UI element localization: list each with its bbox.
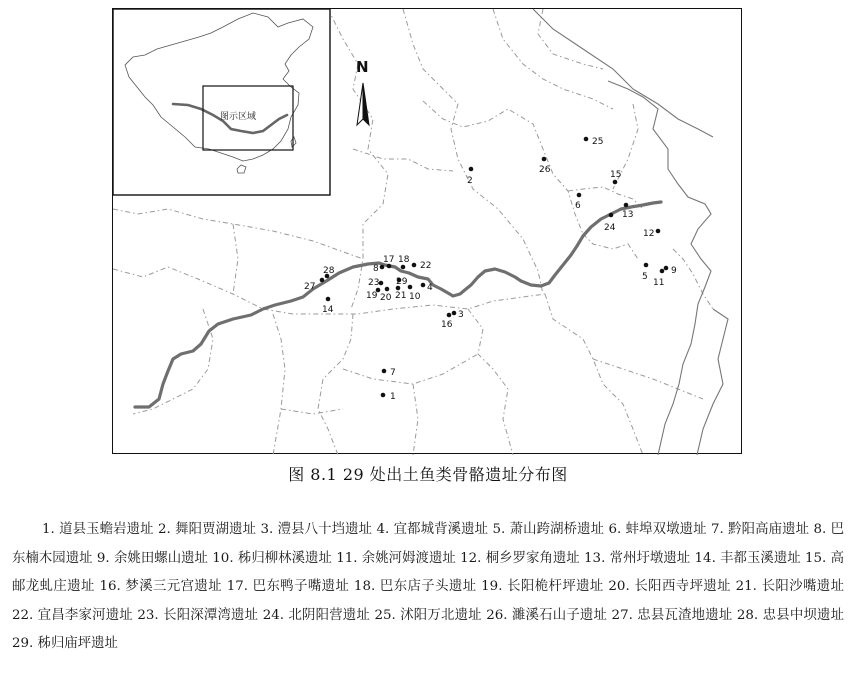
site-number-label: 9 [671, 266, 677, 276]
site-legend-list: 1. 道县玉蟾岩遗址 2. 舞阳贾湖遗址 3. 澧县八十垱遗址 4. 宜都城背溪遗址 5. 萧山跨湖桥遗址 6. 蚌埠双墩遗址 7. 黔阳高庙遗址 8. 巴东楠木园遗址 9. 余姚田螺山遗址 10. 秭归柳林溪遗址 11. 余姚河姆渡遗址 12. 桐乡罗家角遗址 13. 常州圩墩遗址 14. 丰都玉溪遗址 15. 高邮龙虬庄遗址 16. 梦溪三元宫遗址 17. 巴东鸭子嘴遗址 18. 巴东店子头遗址 19. 长阳桅杆坪遗址 20. 长阳西寺坪遗址 21. 长阳沙嘴遗址 22. 宜昌李家河遗址 23. 长阳深潭湾遗址 24. 北阴阳营遗址 25. 沭阳万北遗址 26. 濉溪石山子遗址 27. 忠县瓦渣地遗址 28. 忠县中坝遗址 29. 秭归庙坪遗址 [12, 522, 844, 651]
north-arrow-label: N [356, 58, 369, 76]
coastline [533, 9, 728, 455]
site-marker-12 [643, 229, 660, 239]
site-marker-5 [642, 263, 648, 282]
site-number-label: 14 [322, 305, 334, 315]
inset-region-label: 图示区域 [220, 112, 257, 122]
site-marker-20 [380, 287, 392, 303]
site-marker-1 [381, 392, 396, 402]
site-dot [584, 137, 589, 142]
site-dot [656, 229, 661, 234]
site-number-label: 12 [643, 229, 655, 239]
site-dot [380, 265, 385, 270]
site-number-label: 23 [368, 278, 380, 288]
site-marker-4 [421, 283, 433, 293]
site-dot [401, 265, 406, 270]
site-number-label: 16 [441, 320, 453, 330]
site-marker-18 [398, 255, 410, 269]
site-number-label: 15 [610, 170, 622, 180]
site-marker-19 [366, 288, 380, 301]
yangtze-river [135, 202, 661, 407]
site-number-label: 1 [390, 392, 396, 402]
site-number-label: 20 [380, 293, 392, 303]
site-marker-23 [368, 278, 383, 288]
site-dot [644, 263, 649, 268]
site-number-label: 7 [390, 368, 396, 378]
distribution-map [113, 9, 743, 455]
site-dot [660, 269, 665, 274]
inset-china-map [113, 9, 330, 195]
site-number-label: 28 [323, 266, 335, 276]
site-marker-8 [373, 264, 384, 274]
site-dot [382, 369, 387, 374]
site-dot [577, 193, 582, 198]
site-dot [664, 266, 669, 271]
site-number-label: 5 [642, 272, 648, 282]
site-number-label: 6 [575, 201, 581, 211]
site-dot [320, 278, 325, 283]
site-dot [613, 180, 618, 185]
site-dot [542, 157, 547, 162]
site-dot [624, 203, 629, 208]
site-number-label: 13 [622, 210, 634, 220]
site-dot [412, 263, 417, 268]
site-dot [385, 287, 390, 292]
site-dot [609, 213, 614, 218]
site-marker-2 [467, 167, 473, 186]
site-marker-15 [610, 170, 621, 184]
site-marker-14 [322, 297, 334, 315]
site-number-label: 22 [420, 261, 432, 271]
site-number-label: 19 [366, 291, 378, 301]
map-frame [112, 8, 742, 454]
site-marker-6 [575, 193, 581, 211]
site-dot [408, 285, 413, 290]
site-marker-7 [382, 368, 396, 378]
site-number-label: 3 [458, 310, 464, 320]
site-marker-22 [412, 261, 432, 271]
site-marker-3 [452, 310, 464, 320]
site-marker-11 [653, 269, 664, 288]
site-number-label: 8 [373, 264, 379, 274]
site-dot [452, 311, 457, 316]
site-dot [381, 393, 386, 398]
site-marker-26 [539, 157, 551, 175]
site-number-label: 18 [398, 255, 410, 265]
site-number-label: 4 [427, 283, 433, 293]
site-number-label: 29 [396, 277, 408, 287]
site-number-label: 26 [539, 165, 551, 175]
site-number-label: 17 [383, 255, 395, 265]
site-number-label: 11 [653, 278, 665, 288]
site-marker-9 [664, 266, 677, 276]
site-number-label: 10 [409, 292, 421, 302]
site-dot [326, 297, 331, 302]
site-number-label: 27 [304, 282, 316, 292]
site-marker-21 [395, 286, 406, 301]
site-number-label: 24 [604, 223, 616, 233]
site-number-label: 2 [467, 176, 473, 186]
site-dot [447, 313, 452, 318]
site-marker-16 [441, 313, 453, 330]
north-arrow [356, 58, 369, 125]
site-number-label: 21 [395, 291, 407, 301]
figure-caption: 图 8.1 29 处出土鱼类骨骼遗址分布图 [288, 465, 568, 484]
site-dot [421, 283, 426, 288]
site-number-label: 25 [592, 137, 604, 147]
site-marker-25 [584, 137, 604, 147]
site-marker-10 [408, 285, 421, 302]
site-marker-29 [396, 277, 408, 287]
site-dot [469, 167, 474, 172]
